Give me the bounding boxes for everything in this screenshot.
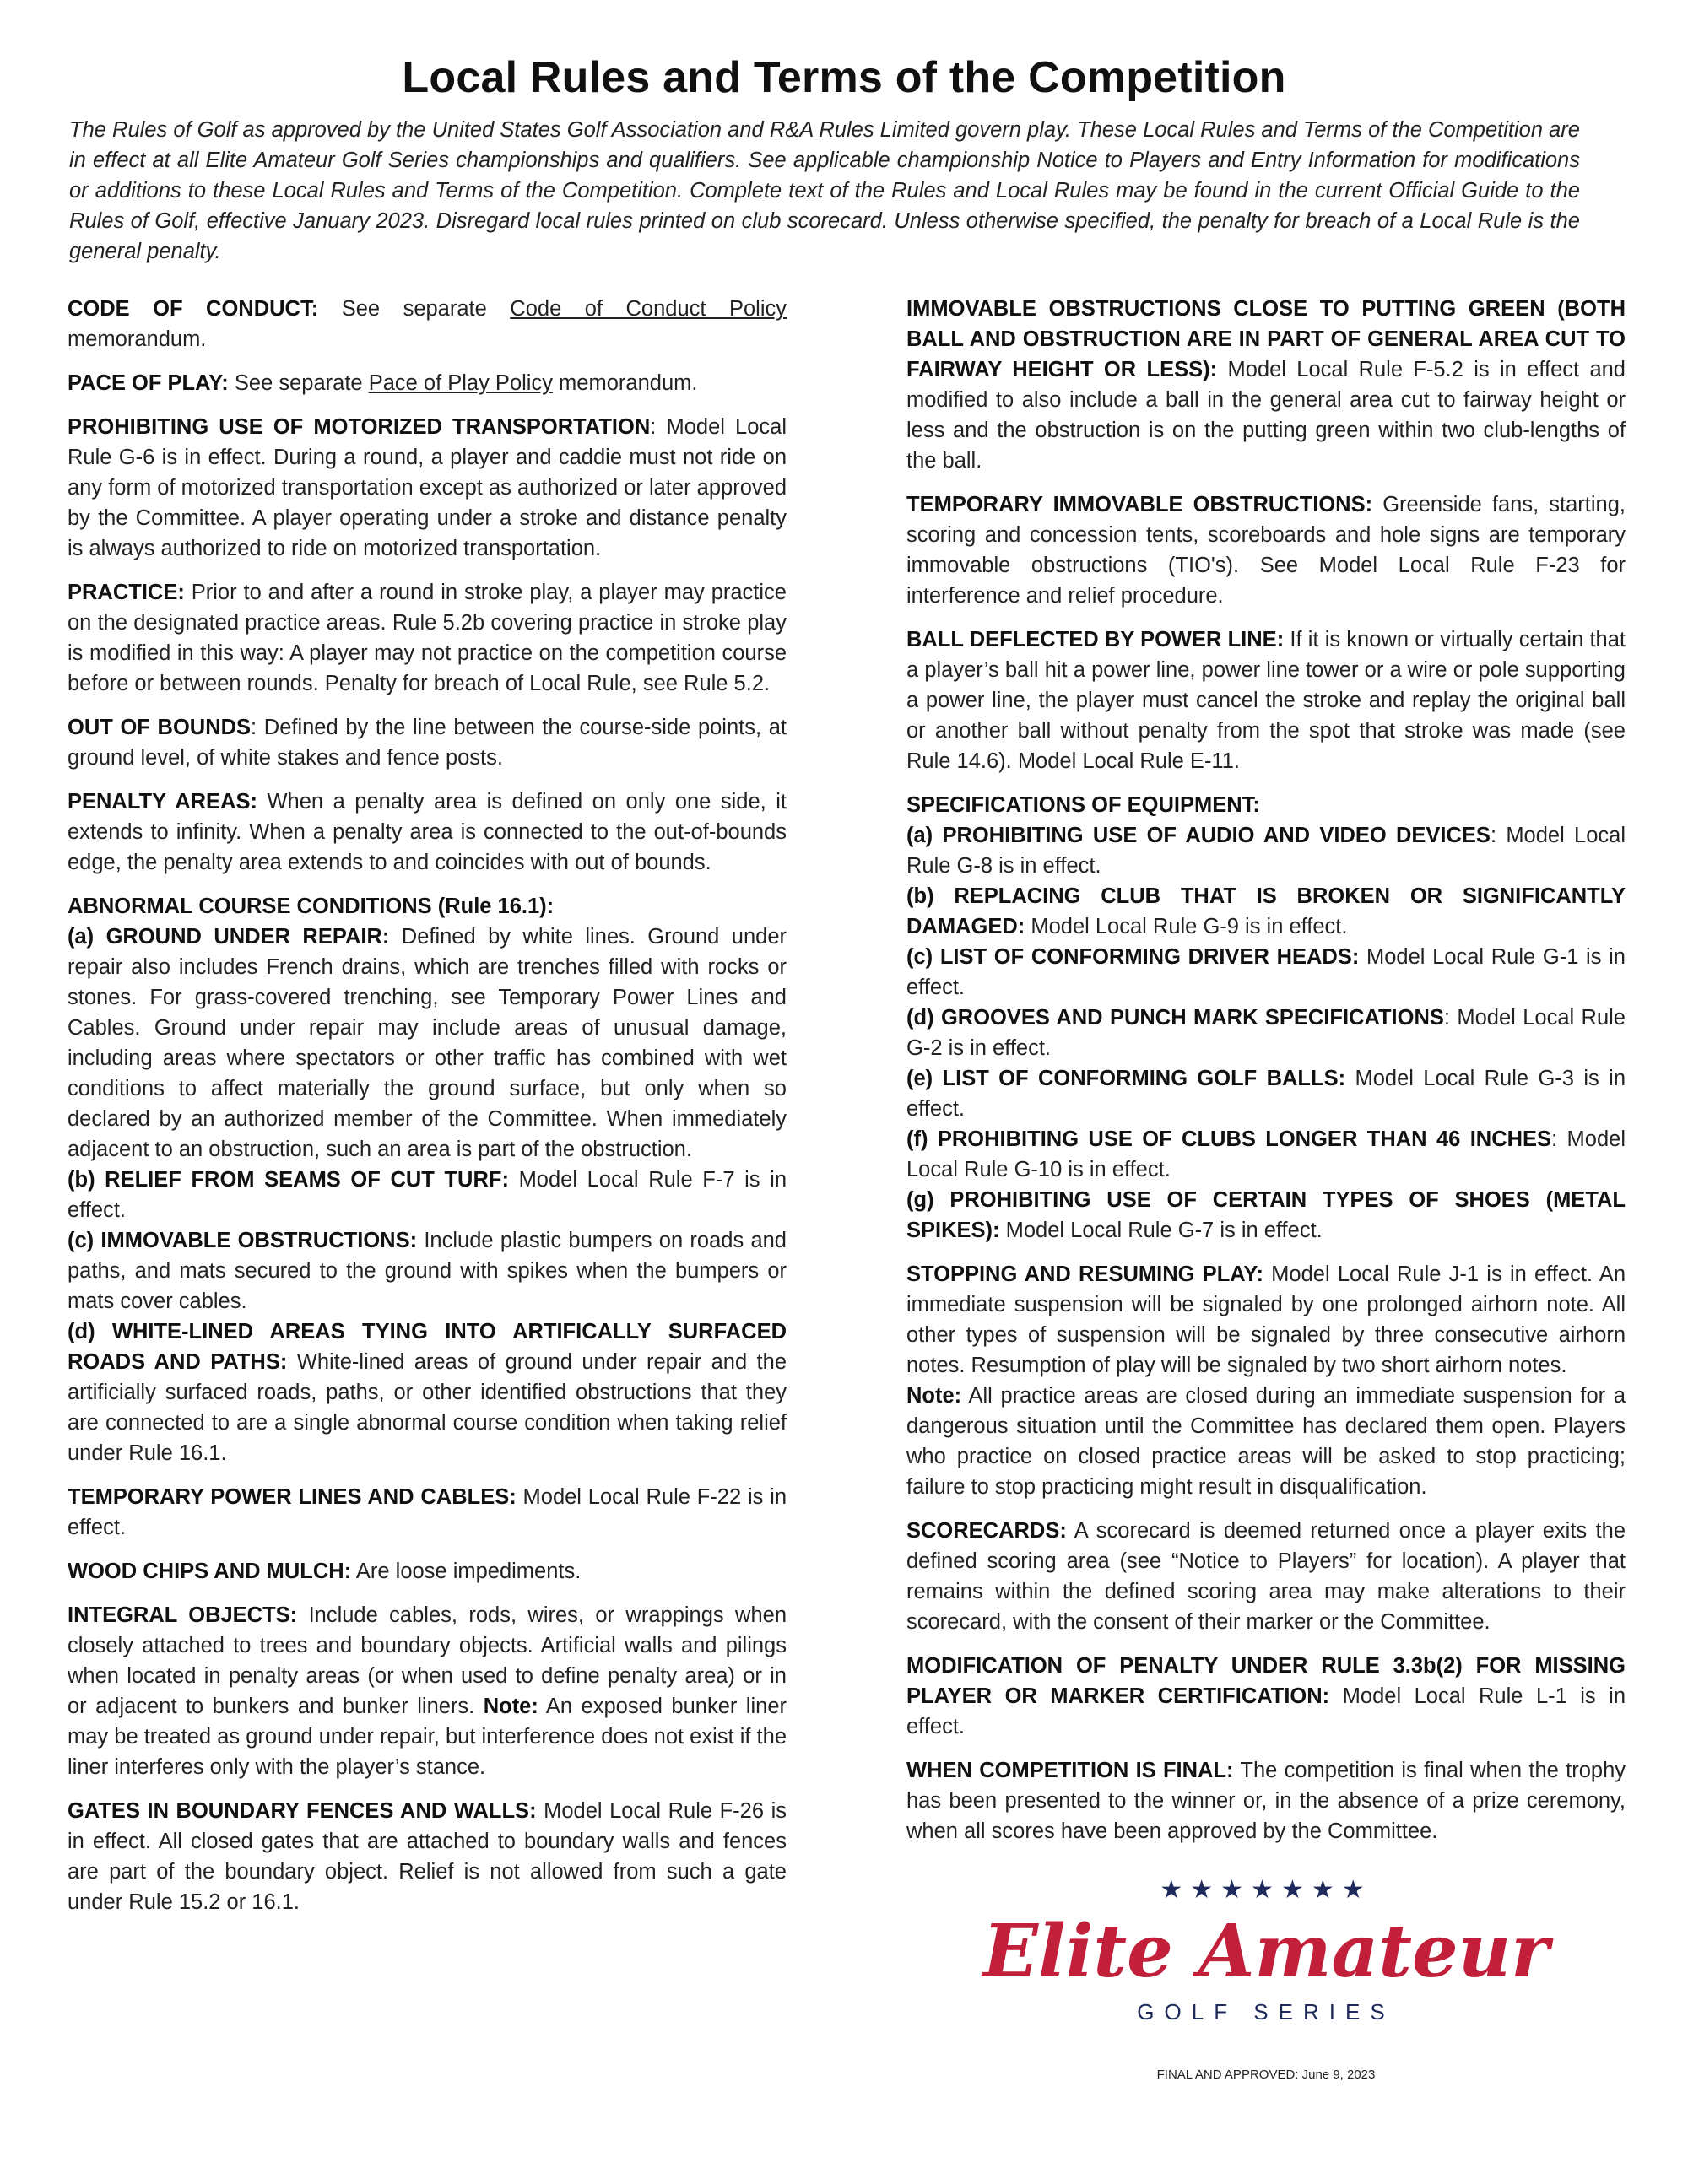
- rule-heading: PROHIBITING USE OF MOTORIZED TRANSPORTATION: [68, 415, 651, 439]
- note-label: Note:: [483, 1695, 538, 1718]
- rule-heading: INTEGRAL OBJECTS:: [68, 1603, 298, 1627]
- gates-rule: [68, 1796, 787, 1917]
- rule-text: A scorecard is deemed returned once a player exits the defined scoring area (see “Notice to Players” for location). A player that remains within the defined scoring area may make alterations to their scorecard, with the consent of their marker or the Committee.: [906, 1519, 1626, 1634]
- pace-of-play-rule: [68, 368, 787, 398]
- rule-heading: GATES IN BOUNDARY FENCES AND WALLS:: [68, 1799, 537, 1823]
- rule-text: : Defined by the line between the course-side points, at ground level, of white stakes and fence posts.: [68, 716, 787, 770]
- rule-heading: STOPPING AND RESUMING PLAY:: [906, 1262, 1263, 1286]
- rule-heading: WHEN COMPETITION IS FINAL:: [906, 1759, 1234, 1782]
- sub-text: White-lined areas of ground under repair and the artificially surfaced roads, paths, or other identified obstructions that they are connected to are a single abnormal course condition when taking relief under Rule 16.1.: [68, 1350, 787, 1465]
- stars-icon: ★★★★★★★: [1160, 1876, 1372, 1904]
- rule-text: memorandum.: [68, 327, 207, 351]
- grooves-item: [906, 1003, 1626, 1063]
- rule-heading: PRACTICE:: [68, 581, 185, 604]
- wood-chips-rule: [68, 1556, 787, 1587]
- rule-text: The competition is final when the trophy has been presented to the winner or, in the absence of a prize ceremony, when all scores have been approved by the Committee.: [906, 1759, 1626, 1843]
- ground-under-repair-item: [68, 922, 787, 1165]
- modification-of-penalty-rule: [906, 1651, 1626, 1742]
- rule-heading: CODE OF CONDUCT:: [68, 297, 319, 321]
- abnormal-course-conditions-rule: [68, 891, 787, 1468]
- sub-text: Include plastic bumpers on roads and paths, and mats secured to the ground with spikes when the bumpers or mats cover cables.: [68, 1229, 787, 1313]
- rule-heading: SPECIFICATIONS OF EQUIPMENT:: [906, 793, 1260, 817]
- rule-heading: SCORECARDS:: [906, 1519, 1067, 1543]
- rule-text: Include cables, rods, wires, or wrappings when closely attached to trees and boundary objects. Artificial walls and pilings when located in penalty areas (or when used to define penalty area) or in or adjacent to bunkers and bunker liners.: [68, 1603, 787, 1718]
- long-clubs-item: [906, 1124, 1626, 1185]
- competition-final-rule: [906, 1755, 1626, 1846]
- code-of-conduct-rule: [68, 294, 787, 354]
- right-column: [906, 294, 1626, 1860]
- practice-rule: [68, 577, 787, 699]
- equipment-specifications-rule: [906, 790, 1626, 1246]
- rule-text: Prior to and after a round in stroke play, a player may practice on the designated practice areas. Rule 5.2b covering practice in stroke play is modified in this way: A player may not practice on the competition course before or between rounds. Penalty for breach of Local Rule, see Rule 5.2.: [68, 581, 787, 695]
- rule-text: Are loose impediments.: [351, 1560, 582, 1583]
- rule-text: If it is known or virtually certain that a player’s ball hit a power line, power line tower or a wire or pole supporting a power line, the player must cancel the stroke and replay the original ball or another ball without penalty from the spot that stroke was made (see Rule 14.6). Model Local Rule E-11.: [906, 628, 1626, 773]
- intro-paragraph: The Rules of Golf as approved by the United States Golf Association and R&A Rules Limited govern play. These Local Rules and Terms of the Competition are in effect at all Elite Amateur Golf Series championships and qualifiers. See applicable championship Notice to Players and Entry Information for modifications or additions to these Local Rules and Terms of the Competition. Complete text of the Rules and Local Rules may be found in the current Official Guide to the Rules of Golf, effective January 2023. Disregard local rules printed on club scorecard. Unless otherwise specified, the penalty for breach of a Local Rule is the general penalty.: [69, 118, 1580, 263]
- rule-text: Model Local Rule F-5.2 is in effect and modified to also include a ball in the general area cut to fairway height or less and the obstruction is on the putting green within two club-lengths of the ball.: [906, 358, 1626, 473]
- left-column: [68, 294, 787, 1931]
- rule-text: : Model Local Rule G-6 is in effect. During a round, a player and caddie must not ride on any form of motorized transportation except as authorized or later approved by the Committee. A player operating under a stroke and distance penalty is always authorized to ride on motorized transportation.: [68, 415, 787, 560]
- sub-heading: (d) GROOVES AND PUNCH MARK SPECIFICATIONS: [906, 1006, 1444, 1030]
- stopping-play-rule: [906, 1259, 1626, 1502]
- rule-heading: PENALTY AREAS:: [68, 790, 257, 814]
- sub-heading: (c) IMMOVABLE OBSTRUCTIONS:: [68, 1229, 418, 1252]
- rule-text: Model Local Rule L-1 is in effect.: [906, 1684, 1626, 1738]
- logo-wordmark: Elite Amateur: [982, 1909, 1550, 1994]
- sub-text: Model Local Rule G-9 is in effect.: [1025, 915, 1348, 938]
- sub-text: Model Local Rule F-7 is in effect.: [68, 1168, 787, 1222]
- rule-heading: WOOD CHIPS AND MULCH:: [68, 1560, 352, 1583]
- pace-of-play-link[interactable]: Pace of Play Policy: [368, 371, 553, 395]
- sub-heading: (e) LIST OF CONFORMING GOLF BALLS:: [906, 1067, 1346, 1090]
- sub-text: : Model Local Rule G-10 is in effect.: [906, 1127, 1626, 1181]
- driver-heads-item: [906, 942, 1626, 1003]
- sub-text: Model Local Rule G-7 is in effect.: [999, 1219, 1323, 1242]
- rule-text: When a penalty area is defined on only one side, it extends to infinity. When a penalty area is connected to the out-of-bounds edge, the penalty area extends to and coincides with out of bounds.: [68, 790, 787, 874]
- rule-heading: MODIFICATION OF PENALTY UNDER RULE 3.3b(2) FOR MISSING PLAYER OR MARKER CERTIFICATION:: [906, 1654, 1626, 1708]
- code-of-conduct-link[interactable]: Code of Conduct Policy: [510, 297, 787, 321]
- rule-heading: PACE OF PLAY:: [68, 371, 229, 395]
- sub-heading: (c) LIST OF CONFORMING DRIVER HEADS:: [906, 945, 1360, 969]
- rule-heading: TEMPORARY IMMOVABLE OBSTRUCTIONS:: [906, 493, 1373, 516]
- immovable-obstructions-item: [68, 1225, 787, 1316]
- rule-heading: IMMOVABLE OBSTRUCTIONS CLOSE TO PUTTING GREEN (BOTH BALL AND OBSTRUCTION ARE IN PART OF GENERAL AREA CUT TO FAIRWAY HEIGHT OR LESS):: [906, 297, 1626, 381]
- sub-heading: (d) WHITE-LINED AREAS TYING INTO ARTIFICALLY SURFACED ROADS AND PATHS:: [68, 1320, 787, 1374]
- note-text: All practice areas are closed during an immediate suspension for a dangerous situation until the Committee has declared them open. Players who practice on closed practice areas will be asked to stop practicing; failure to stop practicing might result in disqualification.: [906, 1384, 1626, 1499]
- motorized-transportation-rule: [68, 412, 787, 564]
- sub-text: Model Local Rule G-1 is in effect.: [906, 945, 1626, 999]
- approval-date: FINAL AND APPROVED: June 9, 2023: [1156, 2068, 1376, 2082]
- penalty-areas-rule: [68, 787, 787, 878]
- metal-spikes-item: [906, 1185, 1626, 1246]
- logo-subtitle: GOLF SERIES: [1137, 1999, 1395, 2025]
- note-text: An exposed bunker liner may be treated as ground under repair, but interference does not exist if the liner interferes only with the player’s stance.: [68, 1695, 787, 1779]
- sub-text: : Model Local Rule G-2 is in effect.: [906, 1006, 1626, 1060]
- seams-of-cut-turf-item: [68, 1165, 787, 1225]
- sub-heading: (b) REPLACING CLUB THAT IS BROKEN OR SIGNIFICANTLY DAMAGED:: [906, 884, 1626, 938]
- stopping-play-note: [906, 1381, 1626, 1502]
- rule-text: Greenside fans, starting, scoring and concession tents, scoreboards and hole signs are temporary immovable obstructions (TIO's). See Model Local Rule F-23 for interference and relief procedure.: [906, 493, 1626, 608]
- rule-text: Model Local Rule F-26 is in effect. All closed gates that are attached to boundary walls and fences are part of the boundary object. Relief is not allowed from such a gate under Rule 15.2 or 16.1.: [68, 1799, 787, 1914]
- sub-heading: (a) GROUND UNDER REPAIR:: [68, 925, 390, 949]
- note-label: Note:: [906, 1384, 962, 1408]
- rule-heading: ABNORMAL COURSE CONDITIONS (Rule 16.1):: [68, 895, 555, 918]
- broken-club-item: [906, 881, 1626, 942]
- rule-heading: OUT OF BOUNDS: [68, 716, 252, 739]
- rule-text: See separate: [228, 371, 369, 395]
- rule-text: Model Local Rule J-1 is in effect. An immediate suspension will be signaled by one prolonged airhorn note. All other types of suspension will be signaled by three consecutive airhorn notes. Resumption of play will be signaled by two short airhorn notes.: [906, 1262, 1626, 1377]
- sub-heading: (f) PROHIBITING USE OF CLUBS LONGER THAN 46 INCHES: [906, 1127, 1552, 1151]
- ball-deflected-rule: [906, 624, 1626, 776]
- sub-text: Model Local Rule G-3 is in effect.: [906, 1067, 1626, 1121]
- golf-balls-item: [906, 1063, 1626, 1124]
- audio-video-item: [906, 820, 1626, 881]
- immovable-obstructions-green-rule: [906, 294, 1626, 476]
- rule-heading: TEMPORARY POWER LINES AND CABLES:: [68, 1485, 517, 1509]
- sub-heading: (a) PROHIBITING USE OF AUDIO AND VIDEO DEVICES: [906, 824, 1491, 847]
- rule-text: See separate: [318, 297, 511, 321]
- rule-text: Model Local Rule F-22 is in effect.: [68, 1485, 787, 1539]
- scorecards-rule: [906, 1516, 1626, 1637]
- white-lined-areas-item: [68, 1316, 787, 1468]
- sub-text: Defined by white lines. Ground under repair also includes French drains, which are trenches filled with rocks or stones. For grass-covered trenching, see Temporary Power Lines and Cables. Ground under repair may include areas of unusual damage, including areas where spectators or other traffic has combined with wet conditions to affect materially the ground surface, but only when so declared by an authorized member of the Committee. When immediately adjacent to an obstruction, such an area is part of the obstruction.: [68, 925, 787, 1161]
- temporary-power-lines-rule: [68, 1482, 787, 1543]
- stopping-play-text: [906, 1259, 1626, 1381]
- out-of-bounds-rule: [68, 712, 787, 773]
- elite-amateur-logo: [906, 1875, 1626, 2025]
- integral-objects-rule: [68, 1600, 787, 1782]
- rule-text: memorandum.: [552, 371, 698, 395]
- temporary-immovable-obstructions-rule: [906, 489, 1626, 611]
- sub-heading: (g) PROHIBITING USE OF CERTAIN TYPES OF SHOES (METAL SPIKES):: [906, 1188, 1626, 1242]
- rule-heading: BALL DEFLECTED BY POWER LINE:: [906, 628, 1285, 651]
- sub-heading: (b) RELIEF FROM SEAMS OF CUT TURF:: [68, 1168, 509, 1192]
- sub-text: : Model Local Rule G-8 is in effect.: [906, 824, 1626, 878]
- page-title: Local Rules and Terms of the Competition: [402, 53, 1286, 102]
